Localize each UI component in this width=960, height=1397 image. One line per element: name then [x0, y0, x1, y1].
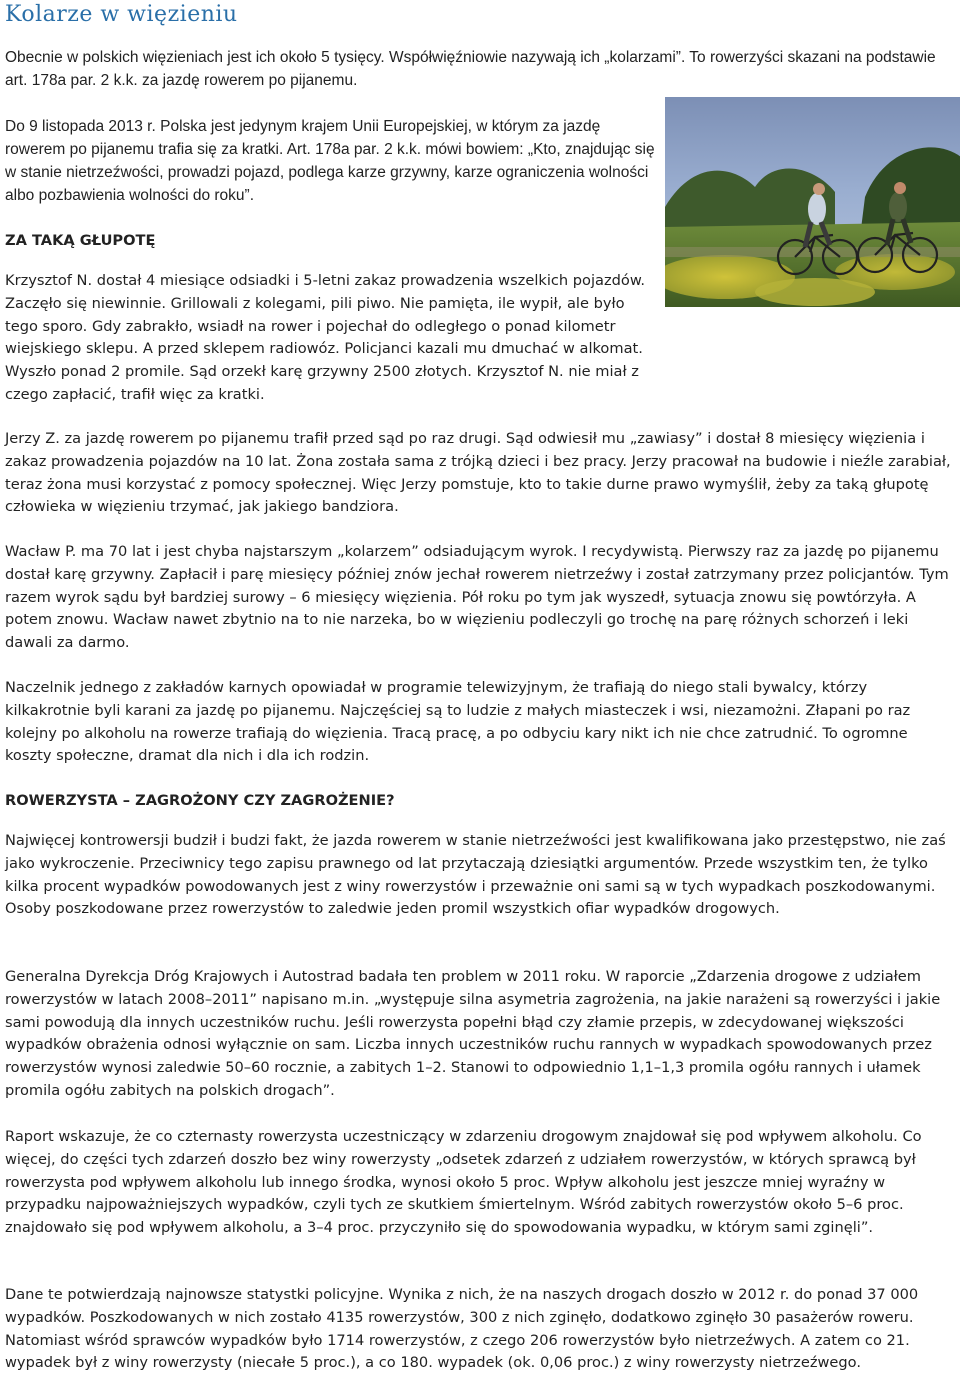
article-title: Kolarze w więzieniu — [5, 2, 238, 27]
section-heading-za-taka-glupote: ZA TAKĄ GŁUPOTĘ — [5, 232, 156, 249]
jerzy-paragraph: Jerzy Z. za jazdę rowerem po pijanemu trafił przed sąd po raz drugi. Sąd odwiesił mu „zawiasy” i dostał 8 miesięcy więzienia i zakaz prowadzenia pojazdów na 10 lat. Żona została sama z trójką dzieci i bez pracy. Jerzy pracował na budowie i nieźle zarabiał, teraz żona musi korzystać z pomocy społecznej. Więc Jerzy pomstuje, kto to takie durne prawo wymyślił, żeby za taką głupotę człowieka w więzieniu trzymać, jak jakiego bandziora. — [5, 430, 951, 516]
cyclists-photo — [665, 97, 960, 307]
naczelnik-paragraph: Naczelnik jednego z zakładów karnych opowiadał w programie telewizyjnym, że trafiają do niego stali bywalcy, którzy kilkakrotnie byli karani za jazdę po pijanemu. Najczęściej są to ludzie z małych miasteczek i wsi, niezamożni. Złapani po raz kolejny po alkoholu na rowerze trafiają do więzienia. Tracą pracę, a po odbyciu kary nikt ich nie chce zatrudnić. To ogromne koszty społeczne, dramat dla nich i dla ich rodzin. — [5, 679, 911, 765]
section-heading-rowerzysta: ROWERZYSTA – ZAGROŻONY CZY ZAGROŻENIE? — [5, 792, 395, 809]
dane-paragraph: Dane te potwierdzają najnowsze statystki policyjne. Wynika z nich, że na naszych drogach doszło w 2012 r. do ponad 37 000 wypadków. Poszkodowanych w nich zostało 4135 rowerzystów, 300 z nich zginęło, dodatkowo zginęło 30 pasażerów roweru. Natomiast wśród sprawców wypadków było 1714 rowerzystów, z czego 206 rowerzystów było nietrzeźwych. A zatem co 21. wypadek był z winy rowerzysty (niecałe 5 proc.), a co 180. wypadek (ok. 0,06 proc.) z winy rowerzysty nietrzeźwego. — [5, 1286, 919, 1372]
law-paragraph: Do 9 listopada 2013 r. Polska jest jedynym krajem Unii Europejskiej, w którym za jazdę rowerem po pijanemu trafia się za kratki. Art. 178a par. 2 k.k. mówi bowiem: „Kto, znajdując się w stanie nietrzeźwości, prowadzi pojazd, podlega karze grzywny, karze ograniczenia wolności albo pozbawienia wolności do roku”. — [5, 118, 655, 204]
raport-paragraph: Raport wskazuje, że co czternasty rowerzysta uczestniczący w zdarzeniu drogowym znajdował się pod wpływem alkoholu. Co więcej, do części tych zdarzeń doszło bez winy rowerzysty „odsetek zdarzeń z udziałem rowerzystów, w których sprawcą był rowerzysta pod wpływem alkoholu lub innego środka, wynosi około 5 proc. Wpływ alkoholu jest jeszcze mniej wyraźny w przypadku najpoważniejszych wypadków, czyli tych ze skutkiem śmiertelnym. Wśród zabitych rowerzystów około 5–6 proc. znajdowało się pod wpływem alkoholu, a 3–4 proc. przyczyniło się do spowodowania wypadku, w którym sami zginęli”. — [5, 1128, 922, 1237]
kontrowersje-paragraph: Najwięcej kontrowersji budził i budzi fakt, że jazda rowerem w stanie nietrzeźwości jest kwalifikowana jako przestępstwo, nie zaś jako wykroczenie. Przeciwnicy tego zapisu prawnego od lat przytaczają dziesiątki argumentów. Przede wszystkim ten, że tylko kilka procent wypadków powodowanych jest z winy rowerzystów i przeważnie oni sami są w tych wypadkach poszkodowanymi. Osoby poszkodowane przez rowerzystów to zaledwie jeden promil wszystkich ofiar wypadków drogowych. — [5, 832, 946, 918]
waclaw-paragraph: Wacław P. ma 70 lat i jest chyba najstarszym „kolarzem” odsiadującym wyrok. I recydywistą. Pierwszy raz za jazdę po pijanemu dostał karę grzywny. Zapłacił i parę miesięcy później znów jechał rowerem nietrzeźwy i został zatrzymany przez policjantów. Tym razem wyrok sądu był bardziej surowy – 6 miesięcy więzienia. Pół roku po tym jak wyszedł, sytuacja znowu się powtórzyła. A potem znowu. Wacław nawet zbytnio na to nie narzeka, bo w więzieniu podleczyli go trochę na parę różnych schorzeń i leki dawali za darmo. — [5, 543, 949, 652]
intro-paragraph: Obecnie w polskich więzieniach jest ich około 5 tysięcy. Współwięźniowie nazywają ich „kolarzami”. To rowerzyści skazani na podstawie art. 178a par. 2 k.k. za jazdę rowerem po pijanemu. — [5, 49, 936, 89]
krzysztof-paragraph: Krzysztof N. dostał 4 miesiące odsiadki i 5-letni zakaz prowadzenia wszelkich pojazdów. Zaczęło się niewinnie. Grillowali z kolegami, pili piwo. Nie pamięta, ile wypił, ale było tego sporo. Gdy zabrakło, wsiadł na rower i pojechał do odległego o ponad kilometr wiejskiego sklepu. A przed sklepem radiowóz. Policjanci kazali mu dmuchać w alkomat. Wyszło ponad 2 promile. Sąd orzekł karę grzywny 2500 złotych. Krzysztof N. nie miał z czego zapłacić, trafił więc za kratki. — [5, 272, 646, 403]
gddkia-paragraph: Generalna Dyrekcja Dróg Krajowych i Autostrad badała ten problem w 2011 roku. W raporcie „Zdarzenia drogowe z udziałem rowerzystów w latach 2008–2011” napisano m.in. „występuje silna asymetria zagrożenia, na jakie narażeni są rowerzyści i jakie sami powodują dla innych uczestników ruchu. Jeśli rowerzysta popełni błąd czy złamie przepis, w zdecydowanej większości wypadków obrażenia odnosi wyłącznie on sam. Liczba innych uczestników ruchu rannych w wypadkach spowodowanych przez rowerzystów wynosi zaledwie 50–60 rocznie, a zabitych 1–2. Stanowi to odpowiednio 1,1–1,3 promila ogółu rannych i ułamek promila ogółu zabitych na polskich drogach”. — [5, 968, 941, 1099]
